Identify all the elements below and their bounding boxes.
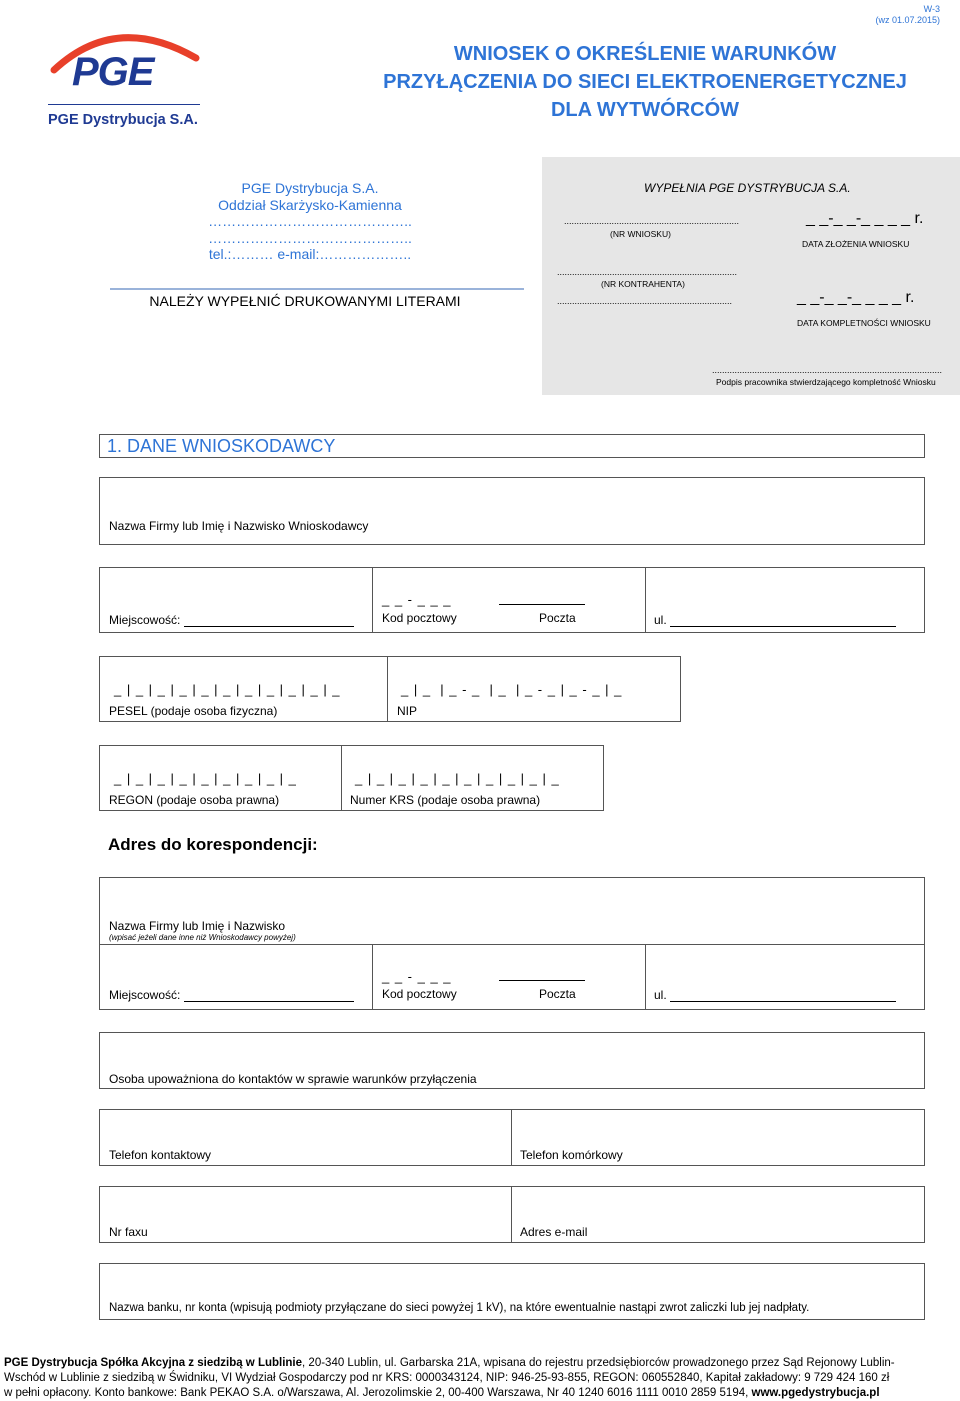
postal-label: Kod pocztowy: [382, 611, 457, 625]
print-instruction: NALEŻY WYPEŁNIĆ DRUKOWANYMI LITERAMI: [149, 293, 461, 309]
contact-person-label: Osoba upoważniona do kontaktów w sprawie warunków przyłączenia: [109, 1072, 477, 1086]
title-line-1: WNIOSEK O OKREŚLENIE WARUNKÓW: [453, 43, 837, 65]
logo-company: PGE Dystrybucja S.A.: [48, 112, 198, 128]
post-label: Poczta: [539, 611, 576, 625]
date-complete-label: DATA KOMPLETNOŚCI WNIOSKU: [797, 318, 931, 328]
date-complete-field[interactable]: _ _-_ _-_ _ _ _ r.: [797, 289, 915, 306]
section1-header: [99, 434, 925, 458]
signature-field[interactable]: ............................................................................................: [712, 365, 943, 375]
footer-company: PGE Dystrybucja Spółka Akcyjna z siedzibą w Lublinie: [4, 1357, 303, 1369]
addressee-dots-1: ……………………………………..: [208, 213, 412, 229]
pesel-label: PESEL (podaje osoba fizyczna): [109, 704, 278, 718]
corr-city-field[interactable]: [99, 944, 373, 1010]
addressee-branch: Oddział Skarżysko-Kamienna: [218, 196, 402, 213]
date-submitted-field[interactable]: _ _-_ _-_ _ _ _ r.: [806, 210, 924, 227]
footer: [4, 1356, 956, 1401]
pesel-field[interactable]: [99, 656, 388, 722]
form-code: [875, 4, 940, 26]
nr-kontrahenta-field[interactable]: ........................................................................: [557, 267, 738, 277]
office-panel-header: WYPEŁNIA PGE DYSTRYBUCJA S.A.: [644, 181, 851, 195]
correspondence-title: Adres do korespondencji:: [108, 835, 318, 854]
corr-postal-field[interactable]: [372, 944, 646, 1010]
corr-name-note: (wpisać jeżeli dane inne niż Wnioskodawcy powyżej): [109, 933, 296, 942]
mobile-label: Telefon komórkowy: [520, 1148, 623, 1162]
nr-wniosku-label: (NR WNIOSKU): [610, 229, 671, 239]
postal-pattern: _ _ - _ _ _: [382, 592, 452, 607]
bank-account-field[interactable]: [99, 1263, 925, 1320]
phone-field[interactable]: [99, 1109, 512, 1166]
nip-pattern: _ | _ | _ - _ | _ | _ - _ | _ - _ | _: [401, 682, 623, 697]
logo-divider: [48, 104, 200, 105]
form-version: (wz 01.07.2015): [875, 15, 940, 25]
fax-label: Nr faxu: [109, 1225, 148, 1239]
corr-city-label: [109, 988, 354, 1002]
fax-field[interactable]: [99, 1186, 512, 1243]
form-code-label: W-3: [923, 4, 940, 14]
pge-logo: [46, 22, 206, 132]
contact-person-field[interactable]: [99, 1032, 925, 1089]
regon-pattern: _ | _ | _ | _ | _ | _ | _ | _ | _: [114, 771, 297, 786]
city-label-text: Miejscowość:: [109, 613, 181, 627]
corr-name-label: Nazwa Firmy lub Imię i Nazwisko: [109, 919, 286, 933]
street-underline: [670, 614, 896, 627]
signature-label: Podpis pracownika stwierdzającego kompletność Wniosku: [716, 377, 936, 387]
mobile-field[interactable]: [511, 1109, 925, 1166]
addressee-dots-2: ……………………………………..: [208, 229, 412, 246]
krs-pattern: _ | _ | _ | _ | _ | _ | _ | _ | _ | _: [355, 771, 560, 786]
addressee-divider: [110, 288, 524, 290]
street-field[interactable]: [645, 567, 925, 633]
corr-street-underline: [670, 989, 896, 1002]
nip-label: NIP: [397, 704, 418, 718]
nip-field[interactable]: [387, 656, 681, 722]
regon-field[interactable]: [99, 745, 342, 811]
date-submitted-label: DATA ZŁOŻENIA WNIOSKU: [802, 239, 910, 249]
krs-label: Numer KRS (podaje osoba prawna): [350, 793, 541, 807]
nr-wniosku-field[interactable]: ......................................................................: [564, 216, 740, 226]
bank-account-label: Nazwa banku, nr konta (wpisują podmioty przyłączane do sieci powyżej 1 kV), na które ewentualnie nastąpi zwrot zaliczki lub jej nadpłaty.: [109, 1302, 810, 1314]
footer-line-1-rest: , 20-340 Lublin, ul. Garbarska 21A, wpisana do rejestru przedsiębiorców prowadzonego przez Sąd Rejonowy Lublin-: [302, 1357, 895, 1369]
footer-website[interactable]: www.pgedystrybucja.pl: [751, 1387, 880, 1399]
corr-street-field[interactable]: [645, 944, 925, 1010]
krs-field[interactable]: [341, 745, 604, 811]
form-title: [360, 40, 930, 124]
corr-post-underline: [499, 980, 585, 981]
email-field[interactable]: [511, 1186, 925, 1243]
corr-street-label-text: ul.: [654, 988, 667, 1002]
title-line-3: DLA WYTWÓRCÓW: [550, 99, 740, 121]
title-line-2: PRZYŁĄCZENIA DO SIECI ELEKTROENERGETYCZNEJ: [383, 71, 907, 93]
corr-postal-pattern: _ _ - _ _ _: [382, 969, 452, 984]
street-label-text: ul.: [654, 613, 667, 627]
addressee-contact: tel.:……… e-mail:………………..: [208, 246, 412, 262]
corr-name-field[interactable]: [99, 877, 925, 945]
street-label: [654, 613, 896, 627]
post-underline: [499, 604, 585, 605]
corr-city-label-text: Miejscowość:: [109, 988, 181, 1002]
nr-kontrahenta-label: (NR KONTRAHENTA): [601, 279, 685, 289]
corr-post-label: Poczta: [539, 987, 576, 1001]
addressee-company: PGE Dystrybucja S.A.: [241, 180, 379, 196]
pesel-pattern: _ | _ | _ | _ | _ | _ | _ | _ | _ | _ | _: [114, 682, 341, 697]
applicant-name-field[interactable]: [99, 477, 925, 545]
corr-postal-label: Kod pocztowy: [382, 987, 457, 1001]
city-underline: [184, 614, 354, 627]
city-label: [109, 613, 354, 627]
footer-line-1: [4, 1356, 956, 1371]
corr-street-label: [654, 988, 896, 1002]
phone-label: Telefon kontaktowy: [109, 1148, 212, 1162]
nr-kontrahenta-extra-field[interactable]: ......................................................................: [557, 296, 733, 306]
addressee-block: [110, 180, 510, 263]
email-label: Adres e-mail: [520, 1225, 588, 1239]
footer-line-2: Wschód w Lublinie z siedzibą w Świdniku, VI Wydział Gospodarczy pod nr KRS: 0000343124, NIP: 946-25-93-855, REGON: 060552840, Kapitał zakładowy: 9 729 424 160 zł: [4, 1372, 890, 1384]
footer-line-3-rest: w pełni opłacony. Konto bankowe: Bank PEKAO S.A. o/Warszawa, Al. Jerozolimskie 2, 00-400 Warszawa, Nr 40 1240 6016 1111 0010 2859 5194,: [4, 1387, 752, 1399]
corr-city-underline: [184, 989, 354, 1002]
regon-label: REGON (podaje osoba prawna): [109, 793, 280, 807]
logo-text: PGE: [72, 50, 154, 94]
applicant-name-label: Nazwa Firmy lub Imię i Nazwisko Wnioskodawcy: [109, 519, 369, 533]
city-field[interactable]: [99, 567, 373, 633]
section1-title: 1. DANE WNIOSKODAWCY: [107, 436, 336, 456]
postal-field[interactable]: [372, 567, 646, 633]
